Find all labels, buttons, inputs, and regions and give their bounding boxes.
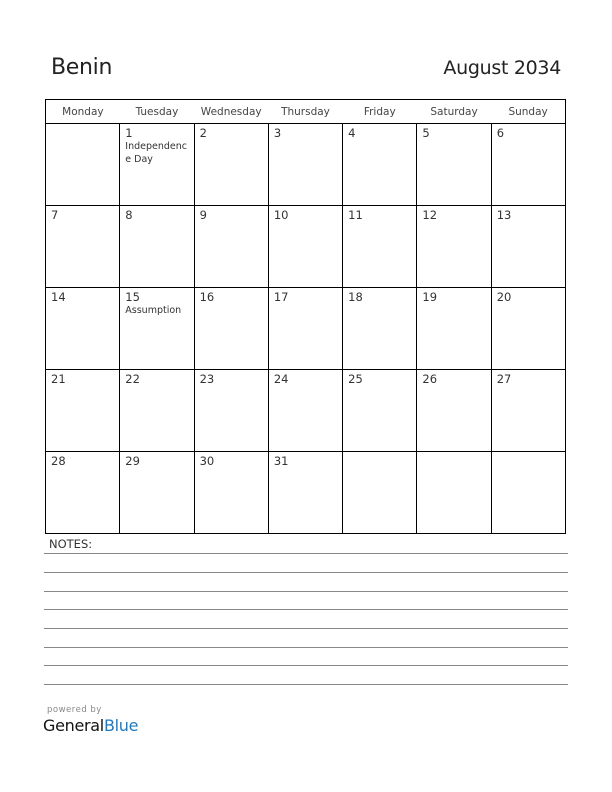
country-title: Benin xyxy=(51,55,113,80)
notes-line xyxy=(44,684,568,685)
holiday-label: Independence Day xyxy=(125,141,187,165)
day-number: 19 xyxy=(422,290,438,304)
week-row xyxy=(46,124,566,206)
notes-line xyxy=(44,553,568,554)
day-cell xyxy=(46,370,120,452)
day-cell xyxy=(46,288,120,370)
day-cell xyxy=(120,452,194,534)
day-cell xyxy=(417,206,491,288)
day-cell xyxy=(194,288,268,370)
calendar-grid xyxy=(45,99,566,534)
day-cell xyxy=(417,452,491,534)
day-number: 24 xyxy=(273,372,289,386)
day-number: 28 xyxy=(51,454,66,468)
day-cell xyxy=(417,370,491,452)
brand-blue: Blue xyxy=(103,716,139,735)
weekday-thursday: Thursday xyxy=(268,100,342,124)
day-number: 26 xyxy=(422,372,438,386)
day-number: 22 xyxy=(125,372,140,386)
week-row xyxy=(46,288,566,370)
day-cell xyxy=(491,370,565,452)
day-number: 27 xyxy=(496,372,512,386)
day-number: 6 xyxy=(496,126,505,140)
weekday-tuesday: Tuesday xyxy=(120,100,194,124)
weekday-monday: Monday xyxy=(46,100,120,124)
day-cell xyxy=(343,370,417,452)
day-cell xyxy=(46,124,120,206)
day-cell xyxy=(417,288,491,370)
day-cell xyxy=(46,206,120,288)
day-number: 7 xyxy=(51,208,59,222)
brand-general: General xyxy=(43,716,104,735)
day-cell xyxy=(120,288,194,370)
day-number: 15 xyxy=(125,290,140,304)
day-number: 11 xyxy=(348,208,363,222)
day-cell xyxy=(268,124,342,206)
day-number: 8 xyxy=(125,208,133,222)
weekday-sunday: Sunday xyxy=(491,100,565,124)
weekday-saturday: Saturday xyxy=(417,100,491,124)
day-cell xyxy=(194,370,268,452)
day-number: 20 xyxy=(496,290,512,304)
week-row xyxy=(46,452,566,534)
day-number: 3 xyxy=(273,126,282,140)
day-cell xyxy=(268,288,342,370)
day-number: 1 xyxy=(125,126,133,140)
day-number: 2 xyxy=(199,126,207,140)
day-number: 10 xyxy=(273,208,289,222)
holiday-label: Assumption xyxy=(125,305,182,316)
day-number: 21 xyxy=(51,372,66,386)
notes-line xyxy=(44,591,568,592)
day-number: 9 xyxy=(199,208,207,222)
day-cell xyxy=(343,288,417,370)
day-cell xyxy=(343,124,417,206)
weekday-wednesday: Wednesday xyxy=(194,100,268,124)
notes-line xyxy=(44,628,568,629)
day-number: 13 xyxy=(496,208,512,222)
month-year-title: August 2034 xyxy=(443,57,561,79)
notes-label: NOTES: xyxy=(49,537,93,551)
day-cell xyxy=(194,452,268,534)
generalblue-logo xyxy=(43,716,138,735)
notes-line xyxy=(44,609,568,610)
day-cell xyxy=(268,452,342,534)
day-cell xyxy=(120,370,194,452)
day-number: 18 xyxy=(348,290,363,304)
day-cell xyxy=(417,124,491,206)
day-cell xyxy=(120,206,194,288)
day-number: 4 xyxy=(348,126,356,140)
notes-line xyxy=(44,572,568,573)
day-number: 14 xyxy=(51,290,66,304)
weekday-friday: Friday xyxy=(343,100,417,124)
day-cell xyxy=(491,452,565,534)
day-number: 5 xyxy=(422,126,430,140)
week-row xyxy=(46,206,566,288)
weekday-header-row xyxy=(46,100,566,124)
day-cell xyxy=(491,124,565,206)
day-cell xyxy=(120,124,194,206)
day-number: 30 xyxy=(199,454,215,468)
day-cell xyxy=(46,452,120,534)
notes-line xyxy=(44,647,568,648)
day-number: 17 xyxy=(273,290,289,304)
day-cell xyxy=(343,206,417,288)
day-number: 16 xyxy=(199,290,215,304)
day-number: 31 xyxy=(273,454,289,468)
day-cell xyxy=(268,206,342,288)
day-cell xyxy=(268,370,342,452)
day-cell xyxy=(491,288,565,370)
day-cell xyxy=(194,124,268,206)
day-number: 25 xyxy=(348,372,363,386)
powered-by-text: powered by xyxy=(47,705,102,715)
day-number: 12 xyxy=(422,208,438,222)
week-row xyxy=(46,370,566,452)
day-cell xyxy=(194,206,268,288)
day-cell xyxy=(343,452,417,534)
day-number: 23 xyxy=(199,372,215,386)
day-number: 29 xyxy=(125,454,140,468)
day-cell xyxy=(491,206,565,288)
notes-line xyxy=(44,665,568,666)
